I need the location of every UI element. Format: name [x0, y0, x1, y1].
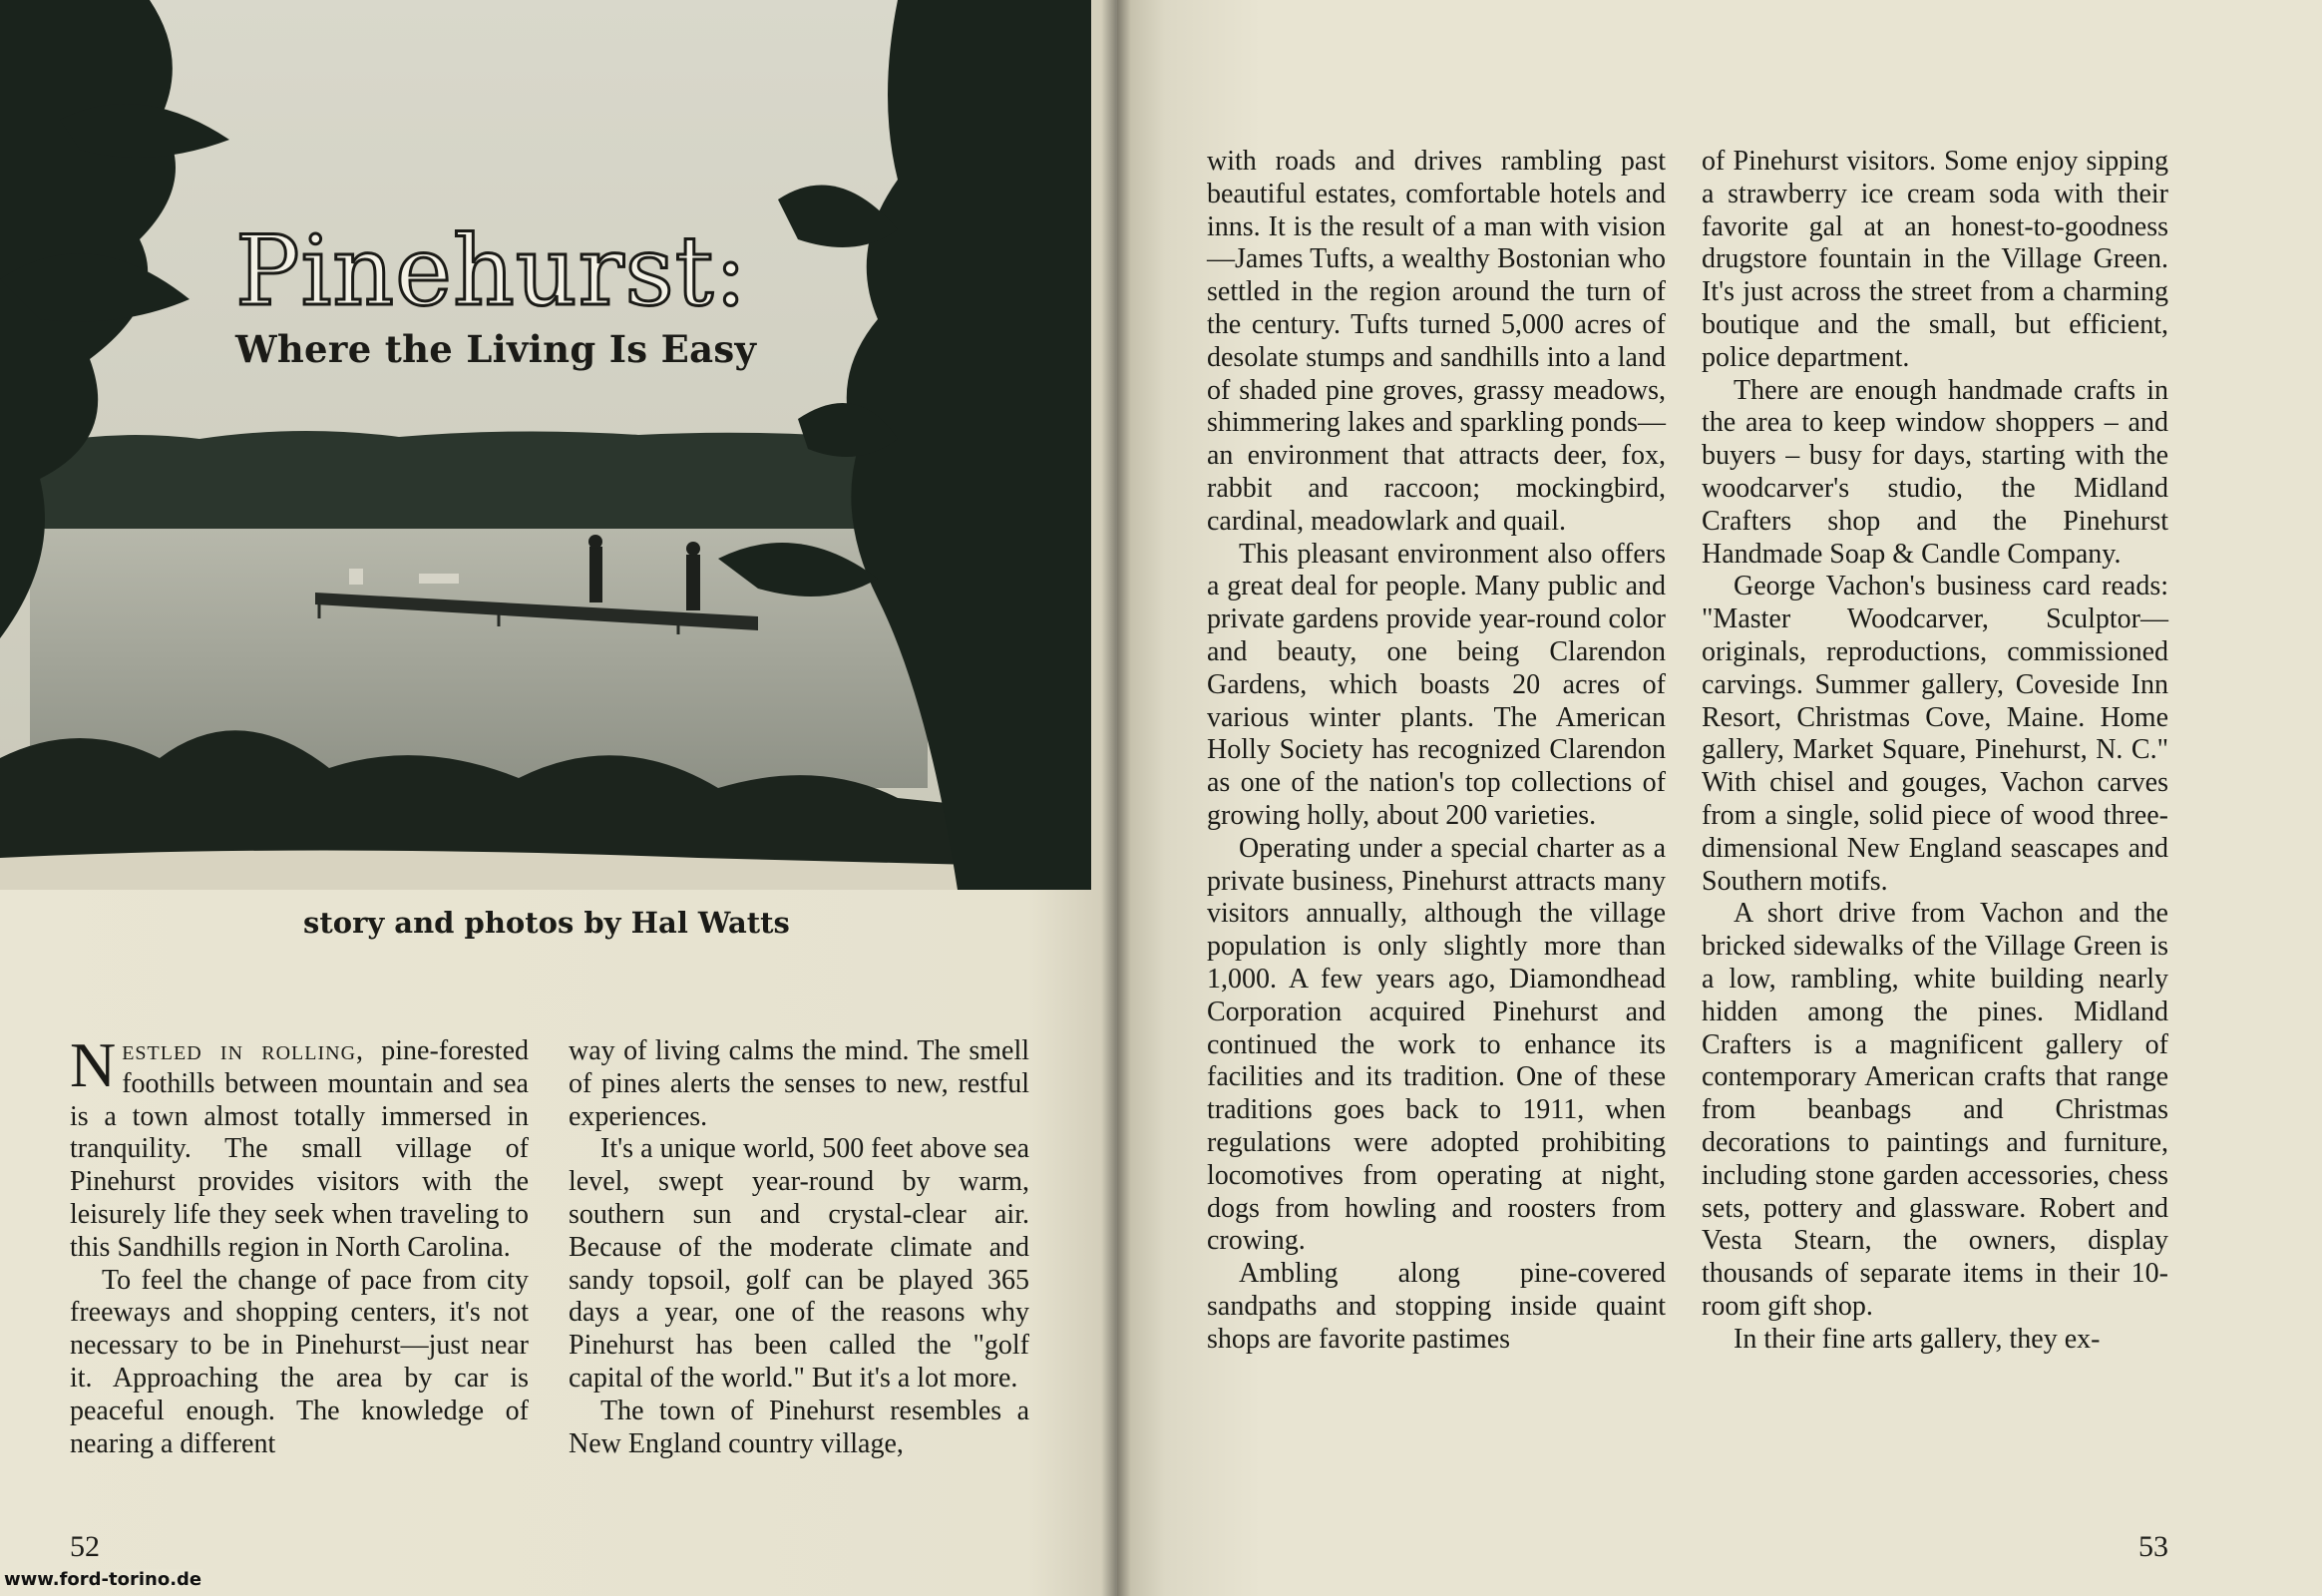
paragraph: of Pinehurst visitors. Some enjoy sipping a strawberry ice cream soda with their favorite gal at an honest-to-goodness drugstore fountain in the Village Green. It's just across the street from a charming boutique and the small, but efficient, police department.: [1702, 146, 2168, 373]
right-page: [1117, 0, 2322, 1596]
paragraph: way of living calms the mind. The smell of pines alerts the senses to new, restful experiences.: [569, 1035, 1029, 1132]
paragraph: George Vachon's business card reads: "Master Woodcarver, Sculptor—originals, reproductions, commissioned carvings. Summer gallery, Coveside Inn Resort, Christmas Cove, Maine. Home gallery, Market Square, Pinehurst, N. C." With chisel and gouges, Vachon carves from a single, solid piece of wood three-dimensional New England seascapes and Southern motifs.: [1702, 571, 2168, 897]
left-column-2: [569, 1035, 1029, 1460]
article-headline: [235, 215, 874, 371]
paragraph: It's a unique world, 500 feet above sea level, swept year-round by warm, southern sun and crystal-clear air. Because of the moderate climate and sandy topsoil, golf can be played 365 days a year, one of the reasons why Pinehurst has been called the "golf capital of the world." But it's a lot more.: [569, 1133, 1029, 1394]
right-column-1: [1207, 146, 1666, 1356]
page-gutter: [1101, 0, 1131, 1596]
lead-in: estled in rolling,: [122, 1035, 365, 1066]
byline: story and photos by Hal Watts: [303, 906, 790, 940]
paragraph: In their fine arts gallery, they ex-: [1734, 1323, 2101, 1355]
right-column-2: [1702, 146, 2168, 1356]
paragraph: This pleasant environment also offers a great deal for people. Many public and private gardens provide year-round color and beauty, one being Clarendon Gardens, which boasts 20 acres of various winter plants. The American Holly Society has recognized Clarendon as one of the nation's top collections of growing holly, about 200 varieties.: [1207, 538, 1666, 831]
left-page: [0, 0, 1117, 1596]
paragraph: There are enough handmade crafts in the area to keep window shoppers – and buyers – busy for days, starting with the woodcarver's studio, the Midland Crafters shop and the Pinehurst Handmade Soap & Candle Company.: [1702, 374, 2168, 570]
paragraph: To feel the change of pace from city freeways and shopping centers, it's not necessary to be in Pinehurst—just near it. Approaching the area by car is peaceful enough. The knowledge of nearing a different: [70, 1264, 529, 1459]
paragraph: The town of Pinehurst resembles a New England country village,: [569, 1395, 1029, 1459]
paragraph: Operating under a special charter as a private business, Pinehurst attracts many visitors annually, although the village population is only slightly more than 1,000. A few years ago, Diamondhead Corporation acquired Pinehurst and continued the work to enhance its facilities and its tradition. One of these traditions goes back to 1911, when regulations were adopted prohibiting locomotives from operating at night, dogs from howling and roosters from crowing.: [1207, 832, 1666, 1257]
paragraph-text: pine-forested foothills between mountain and sea is a town almost totally immersed in tranquility. The small village of Pinehurst provides visitors with the leisurely life they seek when traveling to this Sandhills region in North Carolina.: [70, 1035, 529, 1263]
page-number: 52: [70, 1530, 100, 1563]
left-column-1: [70, 1029, 529, 1460]
drop-cap: N: [70, 1029, 117, 1100]
lake-dock-photo: [0, 0, 1091, 890]
photo-illustration: [0, 0, 1091, 890]
paragraph: A short drive from Vachon and the bricked sidewalks of the Village Green is a low, rambling, white building nearly hidden among the pines. Midland Crafters is a magnificent gallery of contemporary American crafts that range from beanbags and Christmas decorations to paintings and furniture, including stone garden accessories, chess sets, pottery and glassware. Robert and Vesta Stearn, the owners, display thousands of separate items in their 10-room gift shop.: [1702, 898, 2168, 1322]
article-title: Pinehurst:: [235, 215, 748, 327]
paragraph: [70, 1029, 529, 1265]
page-number: 53: [2138, 1530, 2168, 1563]
paragraph: Ambling along pine-covered sandpaths and stopping inside quaint shops are favorite pastimes: [1207, 1258, 1666, 1355]
paragraph: with roads and drives rambling past beautiful estates, comfortable hotels and inns. It is the result of a man with vision—James Tufts, a wealthy Bostonian who settled in the region around the turn of the century. Tufts turned 5,000 acres of desolate stumps and sandhills into a land of shaded pine groves, grassy meadows, shimmering lakes and sparkling ponds—an environment that attracts deer, fox, rabbit and raccoon; mockingbird, cardinal, meadowlark and quail.: [1207, 146, 1666, 537]
article-subtitle: Where the Living Is Easy: [235, 327, 757, 371]
watermark: www.ford-torino.de: [4, 1569, 202, 1590]
